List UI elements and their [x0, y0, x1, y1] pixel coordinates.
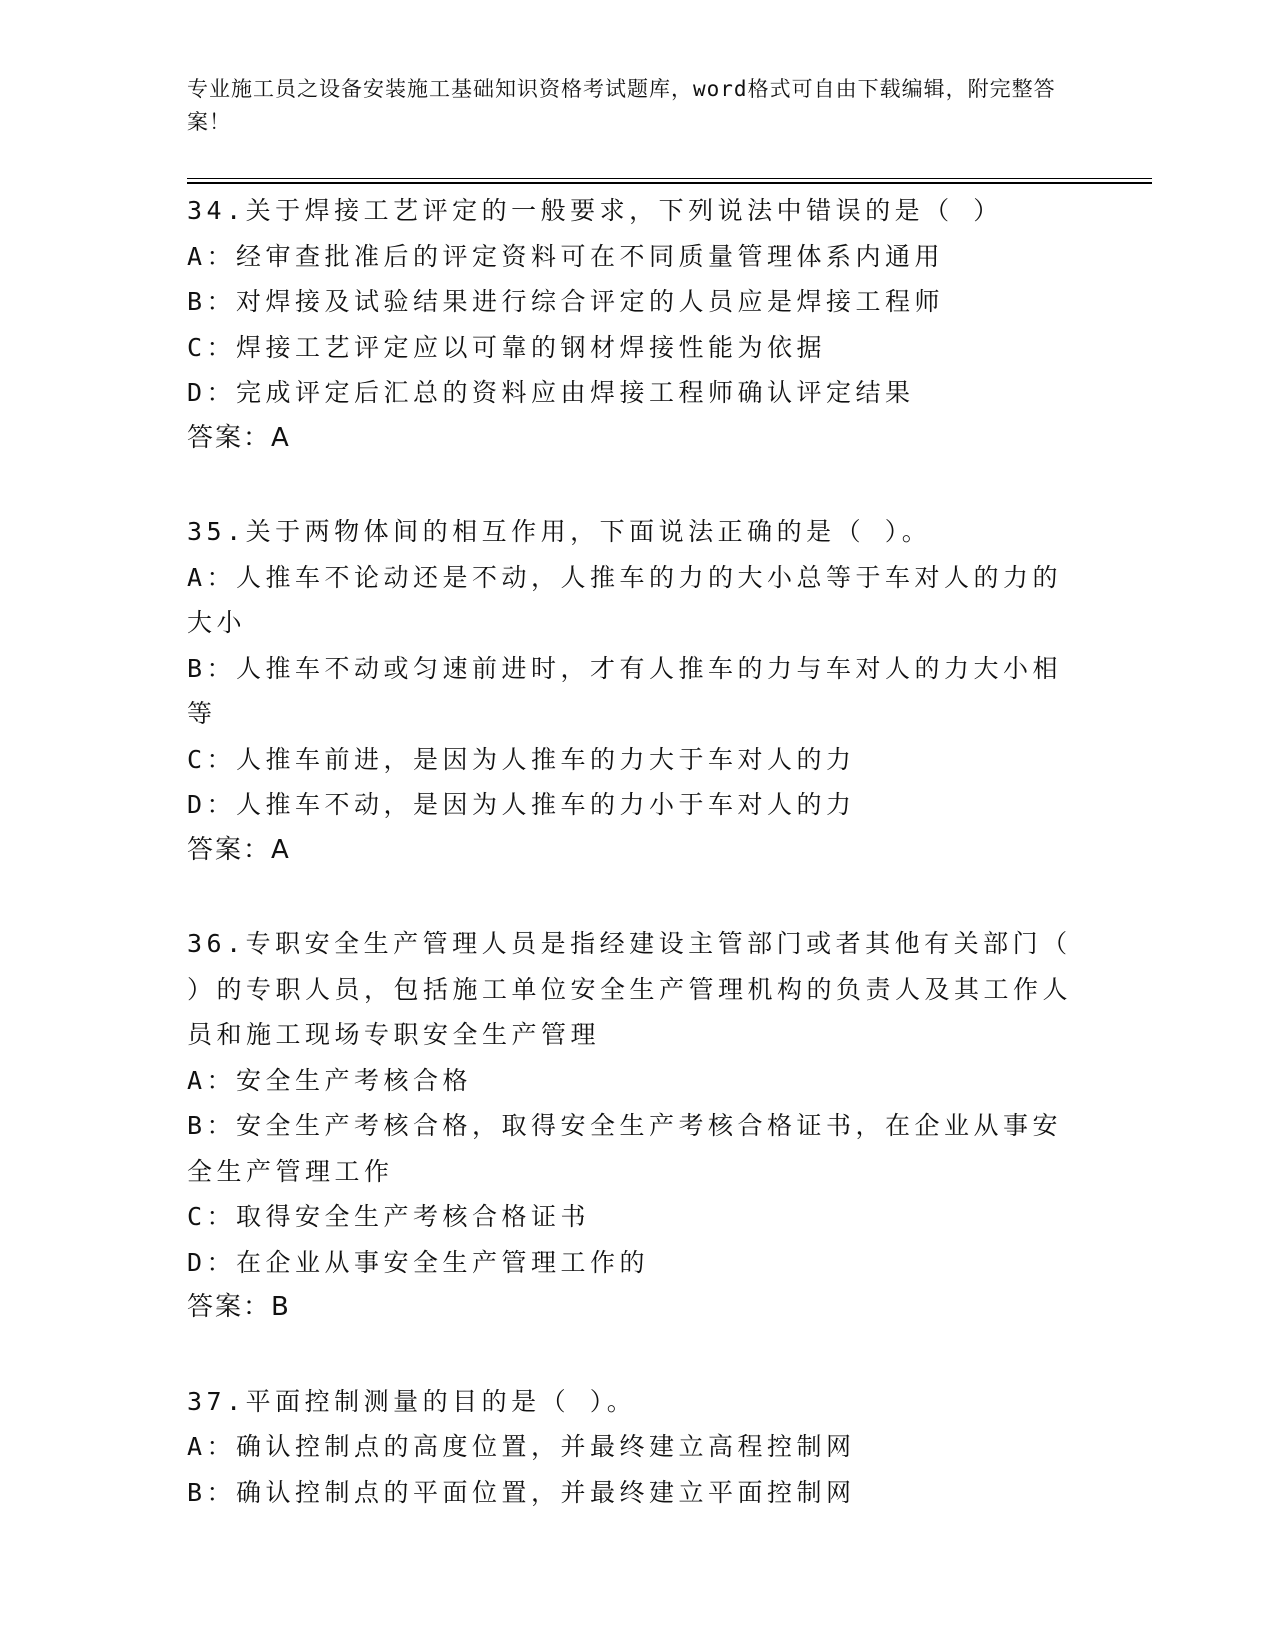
option-d: D：在企业从事安全生产管理工作的: [187, 1247, 650, 1277]
answer: 答案：A: [187, 834, 291, 865]
option-b: B：对焊接及试验结果进行综合评定的人员应是焊接工程师: [187, 287, 945, 316]
question-35: [187, 509, 1087, 873]
option-b: B：人推车不动或匀速前进时，才有人推车的力与车对人的力大小相等: [187, 653, 1063, 728]
document-header: 专业施工员之设备安装施工基础知识资格考试题库，word格式可自由下载编辑，附完整答案！: [187, 77, 1056, 134]
question-34: [187, 188, 1087, 461]
question-stem: 35.关于两物体间的相互作用，下面说法正确的是（ ）。: [187, 517, 932, 546]
question-stem: 36.专职安全生产管理人员是指经建设主管部门或者其他有关部门（ ）的专职人员，包括施工单位安全生产管理机构的负责人及其工作人员和施工现场专职安全生产管理: [187, 929, 1073, 1049]
option-c: C：焊接工艺评定应以可靠的钢材焊接性能为依据: [187, 332, 827, 362]
answer: 答案：B: [187, 1292, 291, 1322]
answer: 答案：A: [187, 422, 291, 453]
option-a: A：安全生产考核合格: [187, 1065, 473, 1095]
option-d: D：人推车不动，是因为人推车的力小于车对人的力: [187, 790, 856, 819]
question-list: [187, 188, 1087, 1563]
question-stem: 37.平面控制测量的目的是（ ）。: [187, 1386, 637, 1416]
header-divider-thin: [187, 178, 1152, 179]
question-36: [187, 921, 1087, 1331]
option-c: C：取得安全生产考核合格证书: [187, 1202, 591, 1231]
option-c: C：人推车前进，是因为人推车的力大于车对人的力: [187, 744, 856, 774]
option-a: A：确认控制点的高度位置，并最终建立高程控制网: [187, 1432, 856, 1461]
header-divider-thick: [187, 182, 1152, 184]
option-b: B：安全生产考核合格，取得安全生产考核合格证书，在企业从事安全生产管理工作: [187, 1111, 1063, 1186]
option-a: A：经审查批准后的评定资料可在不同质量管理体系内通用: [187, 241, 945, 271]
option-a: A：人推车不论动还是不动，人推车的力的大小总等于车对人的力的大小: [187, 562, 1063, 637]
option-b: B：确认控制点的平面位置，并最终建立平面控制网: [187, 1477, 856, 1507]
option-d: D：完成评定后汇总的资料应由焊接工程师确认评定结果: [187, 378, 915, 407]
question-37: [187, 1379, 1087, 1516]
question-stem: 34.关于焊接工艺评定的一般要求，下列说法中错误的是（ ）: [187, 196, 1003, 225]
